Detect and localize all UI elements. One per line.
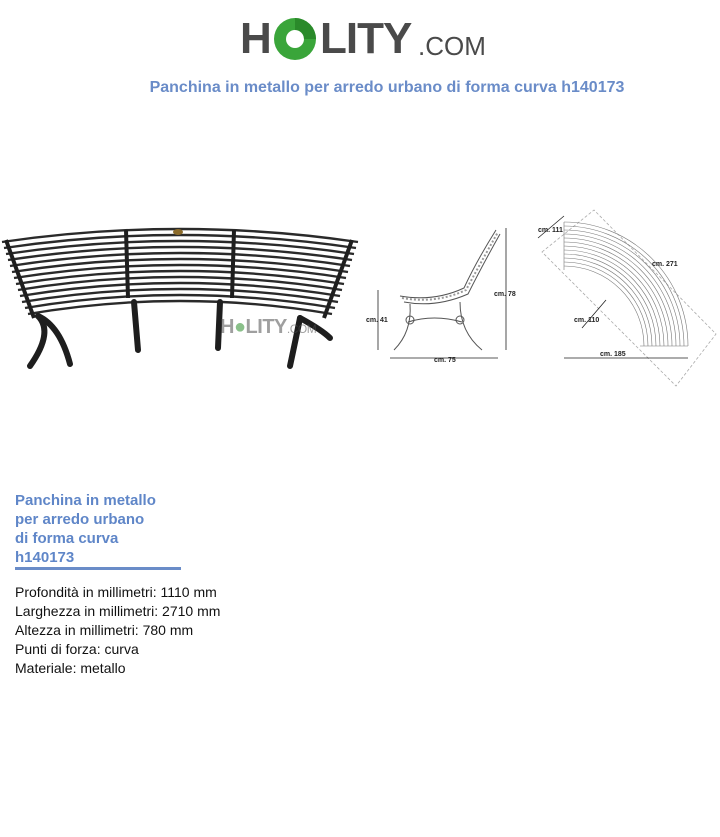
- logo-letter-h: H: [240, 14, 271, 63]
- photo-watermark: H●LITY.COM: [220, 316, 317, 338]
- bench-plaque: [173, 229, 183, 235]
- dim-base: cm. 185: [600, 351, 626, 358]
- dim-depth: cm. 75: [434, 357, 456, 364]
- side-view-drawing: [364, 222, 520, 368]
- site-logo[interactable]: [240, 14, 490, 66]
- spec-strengths: Punti di forza: curva: [15, 641, 139, 657]
- bench-photo: [0, 222, 362, 372]
- bench-uprights: [6, 230, 352, 318]
- bench-backrest-slats: [2, 229, 358, 314]
- spec-height: Altezza in millimetri: 780 mm: [15, 622, 194, 638]
- product-heading-line: Panchina in metallo: [15, 492, 156, 509]
- product-heading-line: di forma curva: [15, 530, 119, 547]
- spec-width: Larghezza in millimetri: 2710 mm: [15, 603, 221, 619]
- logo-o-icon: [272, 16, 318, 62]
- top-view-drawing: [534, 208, 720, 388]
- dim-inner: cm. 110: [574, 317, 600, 324]
- dim-total-height: cm. 78: [494, 291, 516, 298]
- logo-com: .COM: [418, 31, 486, 61]
- product-heading[interactable]: [15, 491, 181, 567]
- page-title: Panchina in metallo per arredo urbano di forma curva h140173: [149, 79, 625, 96]
- heading-underline: [15, 567, 181, 570]
- dim-arc-length: cm. 271: [652, 261, 678, 268]
- product-heading-line: h140173: [15, 549, 75, 566]
- dim-top-width: cm. 111: [538, 227, 563, 234]
- product-specs: [15, 583, 220, 678]
- spec-depth: Profondità in millimetri: 1110 mm: [15, 584, 217, 600]
- logo-letters-lity: LITY: [320, 14, 412, 63]
- spec-material: Materiale: metallo: [15, 660, 126, 676]
- dim-seat-height: cm. 41: [366, 317, 388, 324]
- product-heading-line: per arredo urbano: [15, 511, 145, 528]
